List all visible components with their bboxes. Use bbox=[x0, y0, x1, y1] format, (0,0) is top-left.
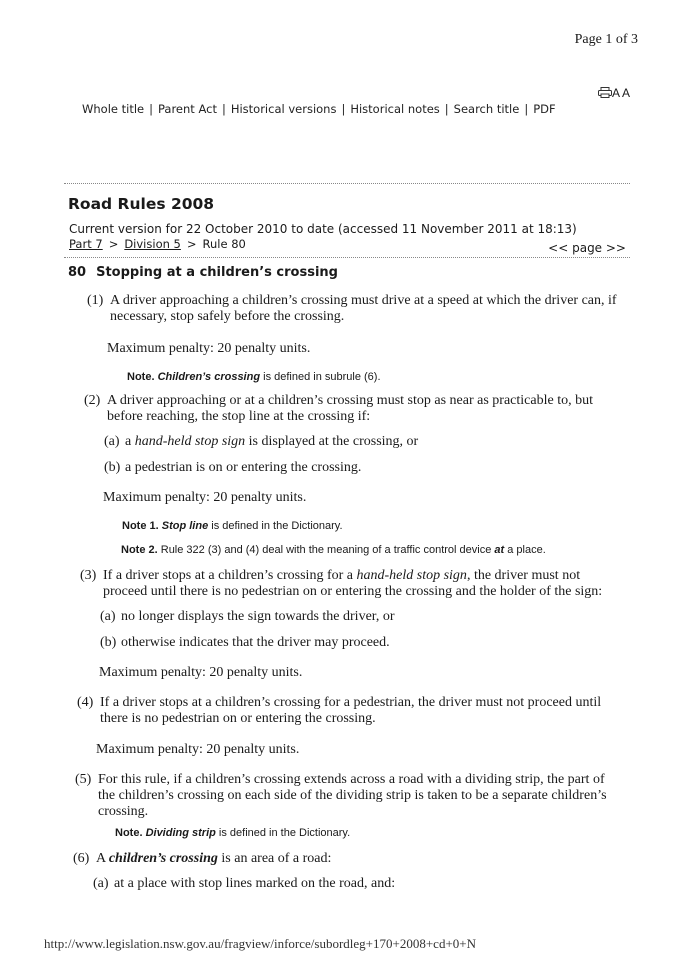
subrule-text: A driver approaching or at a children’s crossing must stop as near as practicable to, but bbox=[107, 393, 593, 408]
historical-versions-link[interactable]: Historical versions bbox=[230, 102, 337, 116]
defined-term: hand-held stop sign bbox=[134, 434, 246, 449]
rule-title: Stopping at a children’s crossing bbox=[96, 265, 338, 280]
penalty-text: Maximum penalty: 20 penalty units. bbox=[99, 665, 303, 680]
text-run: A bbox=[96, 851, 109, 866]
subrule-text bbox=[96, 851, 331, 867]
text-run: If a driver stops at a children’s crossing for a bbox=[103, 568, 357, 583]
print-tools[interactable] bbox=[598, 86, 630, 100]
breadcrumb-part-link[interactable]: Part 7 bbox=[69, 237, 103, 251]
breadcrumb-division-link[interactable]: Division 5 bbox=[124, 237, 181, 251]
subrule-text bbox=[103, 568, 580, 584]
whole-title-link[interactable]: Whole title bbox=[82, 102, 145, 116]
paragraph-label: (b) bbox=[100, 635, 117, 650]
note-text: is defined in the Dictionary. bbox=[215, 827, 351, 839]
text-run: is displayed at the crossing, or bbox=[245, 434, 419, 449]
breadcrumb-rule: Rule 80 bbox=[202, 237, 246, 251]
search-title-link[interactable]: Search title bbox=[453, 102, 520, 116]
note bbox=[127, 371, 381, 383]
paragraph-text bbox=[125, 434, 418, 450]
defined-term: Stop line bbox=[161, 520, 209, 532]
note-label: Note. bbox=[115, 827, 143, 839]
subrule-text: before reaching, the stop line at the crossing if: bbox=[107, 409, 371, 424]
subrule-text: there is no pedestrian on or entering the crossing. bbox=[100, 711, 376, 726]
chevron-right-icon: > bbox=[186, 237, 197, 251]
nav-separator: | bbox=[524, 102, 529, 116]
note-text: Rule 322 (3) and (4) deal with the meaning of a traffic control device bbox=[157, 544, 495, 556]
subrule-text: A driver approaching a children’s crossing must drive at a speed at which the driver can, if bbox=[110, 293, 617, 308]
subrule-label: (1) bbox=[87, 293, 104, 308]
breadcrumb bbox=[69, 237, 246, 251]
pdf-link[interactable]: PDF bbox=[533, 102, 556, 116]
paragraph-label: (b) bbox=[104, 460, 121, 475]
note-text: a place. bbox=[504, 544, 546, 556]
note bbox=[115, 827, 350, 839]
subrule-label: (2) bbox=[84, 393, 101, 408]
note-label: Note 1. bbox=[122, 520, 159, 532]
page-navigation[interactable]: << page >> bbox=[548, 241, 626, 255]
rule-number: 80 bbox=[68, 265, 87, 280]
subrule-text: the children’s crossing on each side of the dividing strip is taken to be a separate children’s bbox=[98, 788, 607, 803]
footer-url: http://www.legislation.nsw.gov.au/fragview/inforce/subordleg+170+2008+cd+0+N bbox=[44, 936, 476, 951]
paragraph-label: (a) bbox=[93, 876, 109, 891]
subrule-text: For this rule, if a children’s crossing extends across a road with a dividing strip, the part of bbox=[98, 772, 605, 787]
text-run: , the driver must not bbox=[466, 568, 581, 583]
page-count: Page 1 of 3 bbox=[574, 32, 638, 47]
paragraph-text: a pedestrian is on or entering the crossing. bbox=[125, 460, 362, 475]
paragraph-label: (a) bbox=[100, 609, 116, 624]
nav-separator: | bbox=[341, 102, 346, 116]
note bbox=[122, 520, 343, 532]
text-run: a bbox=[125, 434, 135, 449]
printer-icon[interactable] bbox=[598, 87, 612, 98]
version-info: Current version for 22 October 2010 to date (accessed 11 November 2011 at 18:13) bbox=[69, 222, 577, 236]
note-text: is defined in the Dictionary. bbox=[208, 520, 343, 532]
subrule-label: (3) bbox=[80, 568, 97, 583]
chevron-right-icon: > bbox=[108, 237, 119, 251]
penalty-text: Maximum penalty: 20 penalty units. bbox=[96, 742, 300, 757]
parent-act-link[interactable]: Parent Act bbox=[157, 102, 217, 116]
paragraph-text: no longer displays the sign towards the driver, or bbox=[121, 609, 395, 624]
text-run: is an area of a road: bbox=[217, 851, 332, 866]
paragraph-text: at a place with stop lines marked on the road, and: bbox=[114, 876, 396, 891]
subrule-label: (6) bbox=[73, 851, 90, 866]
subrule-text: proceed until there is no pedestrian on or entering the crossing and the holder of the sign: bbox=[103, 584, 603, 599]
page-title: Road Rules 2008 bbox=[68, 195, 215, 213]
rule-heading bbox=[68, 265, 338, 280]
penalty-text: Maximum penalty: 20 penalty units. bbox=[103, 490, 307, 505]
defined-term: children’s crossing bbox=[108, 851, 218, 866]
title-nav bbox=[82, 102, 556, 116]
note-label: Note 2. bbox=[121, 544, 158, 556]
font-size-toggle[interactable]: A A bbox=[611, 86, 630, 100]
defined-term: hand-held stop sign bbox=[356, 568, 467, 583]
nav-separator: | bbox=[221, 102, 226, 116]
note bbox=[121, 544, 546, 556]
defined-term: Children’s crossing bbox=[157, 371, 261, 383]
subrule-text: If a driver stops at a children’s crossing for a pedestrian, the driver must not proceed until bbox=[100, 695, 602, 710]
paragraph-text: otherwise indicates that the driver may proceed. bbox=[121, 635, 390, 650]
note-label: Note. bbox=[127, 371, 155, 383]
historical-notes-link[interactable]: Historical notes bbox=[350, 102, 440, 116]
note-text: is defined in subrule (6). bbox=[260, 371, 381, 383]
subrule-text: crossing. bbox=[98, 804, 149, 819]
divider bbox=[64, 183, 630, 184]
divider bbox=[64, 257, 630, 258]
subrule-label: (4) bbox=[77, 695, 94, 710]
defined-term: at bbox=[494, 544, 505, 556]
nav-separator: | bbox=[444, 102, 449, 116]
subrule-label: (5) bbox=[75, 772, 92, 787]
penalty-text: Maximum penalty: 20 penalty units. bbox=[107, 341, 311, 356]
defined-term: Dividing strip bbox=[145, 827, 216, 839]
subrule-text: necessary, stop safely before the crossing. bbox=[110, 309, 345, 324]
nav-separator: | bbox=[149, 102, 153, 116]
paragraph-label: (a) bbox=[104, 434, 120, 449]
